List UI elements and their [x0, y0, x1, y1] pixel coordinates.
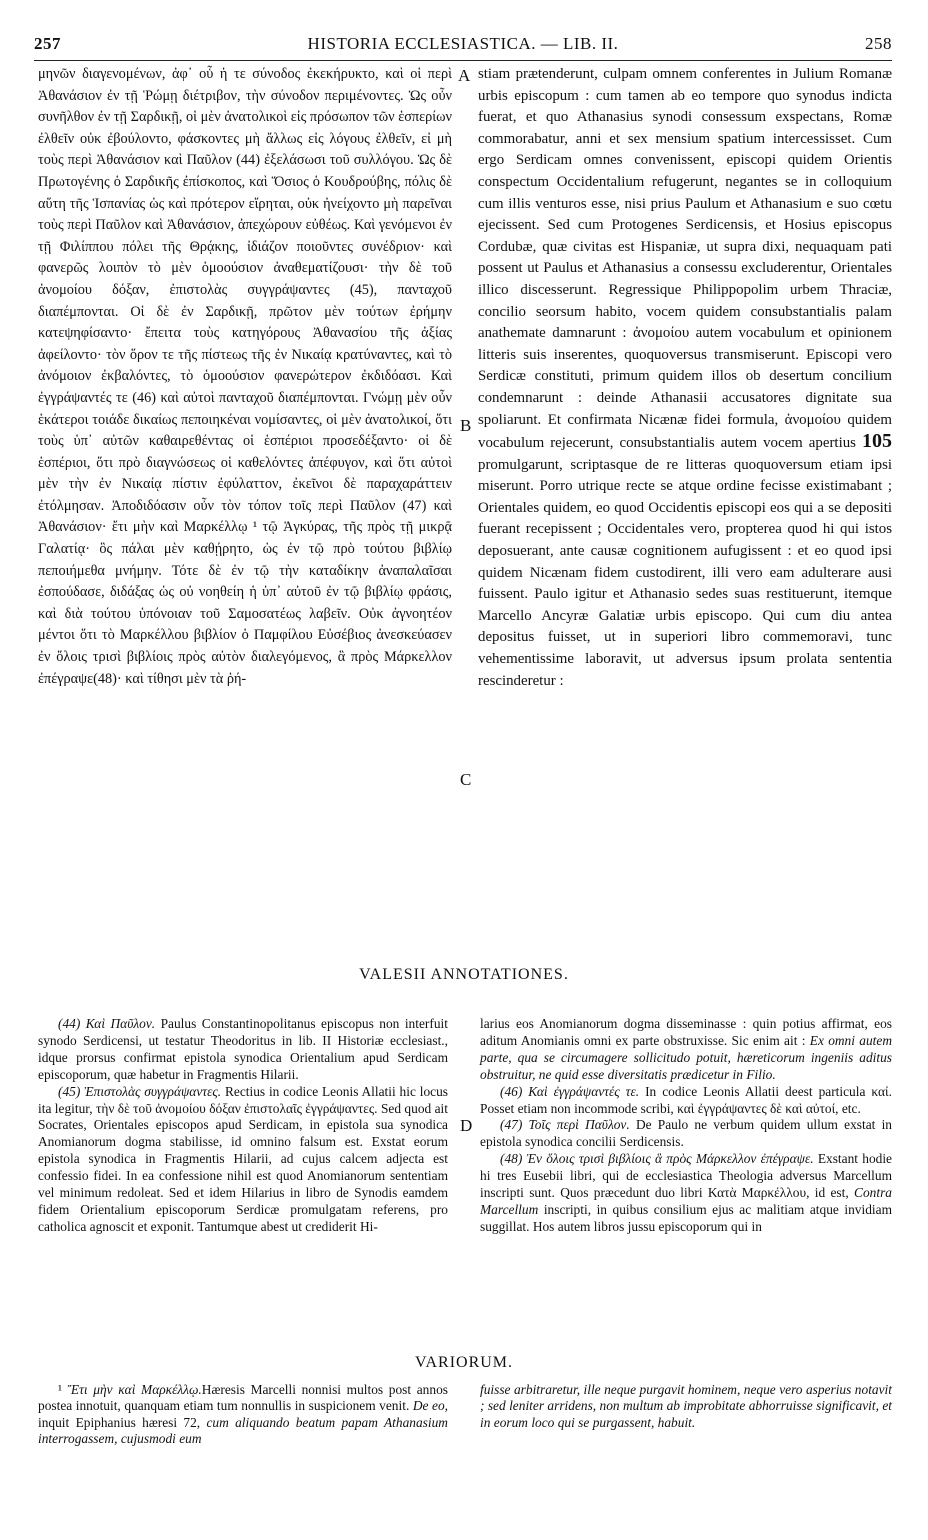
- running-title: HISTORIA ECCLESIASTICA. — LIB. II.: [307, 34, 619, 53]
- right-page-number: 258: [865, 34, 892, 53]
- variorum-continuation: fuisse arbitraretur, ille neque purgavit hominem, neque vero asperius notavit ; sed leniter arridens, non multum ab improbitate abhorruisse significavit, et in eorum loco qui se purgassent, habuit.: [480, 1382, 892, 1430]
- annotation-44: (44) Καὶ Παῦλον. Paulus Constantinopolitanus episcopus non interfuit synodo Serdicensi, ut testatur Theodoritus in lib. II Historiæ ecclesiast., idque prorsus confirmat epistola synodica Orientalium apud Serdicam episcoporum, quæ habetur in Fragmentis Hilarii.: [38, 1016, 448, 1082]
- annotations-heading: VALESII ANNOTATIONES.: [359, 966, 569, 983]
- left-page-number: 257: [34, 34, 61, 53]
- greek-column: [38, 64, 452, 690]
- latin-text: [478, 64, 892, 692]
- annotation-47: (47) Τοῖς περὶ Παῦλον. De Paulo ne verbum quidem ullum exstat in epistola synodica concilii Serdicensis.: [480, 1117, 892, 1150]
- latin-text-a: stiam prætenderunt, culpam omnem conferentes in Julium Romanæ urbis episcopum : cum tamen ab eo tempore quo synodus indicta fuerat, et quo Athanasius synodi consessum exspectans, Romæ commorabatur, anni et sex mensium spatium intercessisset. Cum ergo Serdicam omnes convenissent, episcopi quidem Orientis conspectum Occidentalium refugerunt, negantes se in colloquium cum illis venturos esse, nisi prius Paulum et Athanasium e suo cœtu ejecissent. Sed cum Protogenes Serdicensis, et Hosius episcopus Cordubæ, quæ civitas est Hispaniæ, ut supra dixi, nequaquam pati possent ut Paulus et Athanasius a consessu excluderentur, Orientales illico discesserunt. Regressique Philippopolim urbem Thraciæ, concilio seorsum habito, vocem quidem consubstantialis palam anathemate damnarunt : ἀνομοίου autem vocabulum et opinionem litteris suis inserentes, quoquoversus transmiserunt. Episcopi vero Serdicæ constituti, primum quidem illos ob desertum concilium condemnarunt : deinde Athanasii accusatores dignitate sua spoliarunt. Et confirmata Nicænæ fidei formula, ἀνομοίου quidem vocabulum rejecerunt, consubstantialis autem vocem apertius: [478, 66, 892, 452]
- latin-column: [478, 64, 892, 692]
- header-rule: [34, 60, 892, 61]
- annotation-46: (46) Καὶ ἐγγράψαντές τε. In codice Leonis Allatii deest particula καί. Posset etiam non incommode scribi, καὶ ἐγγράψαντες δὲ καὶ αὐτοί, etc.: [480, 1083, 892, 1116]
- annotations-right-column: [480, 1016, 892, 1236]
- annotation-45-continuation: larius eos Anomianorum dogma disseminasse : quin potius affirmat, eos aditum Anomianis omni ex parte obstruxisse. Sic enim ait : Ex omni autem parte, qua se circumagere sollicitudo potuit, hæreticorum ingeniis aditus obstruitur, ne quid esse diversitatis prædicetur in Filio.: [480, 1016, 892, 1082]
- annotations-left-column: [38, 1016, 448, 1236]
- margin-marker-d: D: [460, 1116, 473, 1135]
- margin-marker-a: A: [458, 66, 471, 85]
- variorum-note: ¹ Ἔτι μὴν καὶ Μαρκέλλῳ.Hæresis Marcelli nonnisi multos post annos postea innotuit, quanquam etiam tum nonnullis in suspicionem venit. De eo, inquit Epiphanius hæresi 72, cum aliquando beatum papam Athanasium interrogassem, cujusmodi eum: [38, 1382, 449, 1447]
- margin-marker-b: B: [460, 416, 472, 435]
- page-marker: 105: [862, 430, 892, 453]
- running-header: [34, 34, 892, 58]
- greek-text: μηνῶν διαγενομένων, ἀφ᾽ οὗ ἡ τε σύνοδος ἐκεκήρυκτο, καὶ οἱ περὶ Ἀθανάσιον ἐν τῇ Ῥώμῃ διέτριβον, τὴν σύνοδον περιμένοντες. Ὡς οὖν συνῆλθον ἐν τῇ Σαρδικῇ, οἱ μὲν ἀνατολικοὶ εἰς πρόσωπον τῶν ἑσπερίων ἐλθεῖν οὐκ ἐβούλοντο, φάσκοντες μὴ ἄλλως εἰς λόγους ἐλθεῖν, εἰ μὴ τοὺς περὶ Ἀθανάσιον καὶ Παῦλον (44) ἐξελάσωσι τοῦ συλλόγου. Ὡς δὲ Πρωτογένης ὁ Σαρδικῆς ἐπίσκοπος, καὶ Ὅσιος ὁ Κουδρούβης, πόλις δὲ αὕτη τῆς Ἱσπανίας ὡς καὶ πρότερον εἴρηται, οὐκ ἠνείχοντο μὴ παρεῖναι τοὺς περὶ Παῦλον καὶ Ἀθανάσιον, ἀπεχώρουν εὐθέως. Καὶ γενόμενοι ἐν τῇ Φιλίππου πόλει τῆς Θρᾴκης, ἰδιάζον ποιοῦντες συνέδριον· καὶ φανερῶς λοιπὸν τὸ μὲν ὁμοούσιον ἀναθεματίζουσι· τὴν δὲ τοῦ ἀνομοίου δόξαν, ἐπιστολὰς συγγράψαντες (45), πανταχοῦ διαπέμπονται. Οἱ δὲ ἐν Σαρδικῇ, πρῶτον μὲν τούτων ἐρήμην κατεψηφίσαντο· ἔπειτα τοὺς κατηγόρους Ἀθανασίου τῆς ἀξίας ἀφείλοντο· τὸν ὅρον τε τῆς πίστεως τῆς ἐν Νικαίᾳ κρατύναντες, καὶ τὸ ἀνόμοιον ἐκβαλόντες, τὸ ὁμοούσιον φανερώτερον ἐκδιδόασι. Καὶ ἐγγράψαντές τε (46) καὶ αὐτοὶ πανταχοῦ διαπέμπονται. Γνώμῃ μὲν οὖν ἑκάτεροι τοιάδε δικαίως πεποιηκέναι νομίσαντες, οἱ μὲν ἀνατολικοί, ὅτι τοὺς ὑπ᾽ αὐτῶν καθαιρεθέντας οἱ ἑσπέριοι προσεδέξαντο· οἱ δὲ ἑσπέριοι, ὅτι πρὸ διαγνώσεως οἱ καθελόντες ἀπέφυγον, καὶ ὅτι αὐτοὶ μὲν τὴν ἐν Νικαίᾳ πίστιν ἐφύλαττον, ἐκεῖνοι δὲ παραχαράττειν ἐτόλμησαν. Ἀποδιδόασιν οὖν τὸν τόπον τοῖς περὶ Παῦλον (47) καὶ Ἀθανάσιον· ἔτι μὴν καὶ Μαρκέλλῳ ¹ τῷ Ἀγκύρας, τῆς πρὸς τῇ μικρᾷ Γαλατίᾳ· ὃς πάλαι μὲν καθῄρητο, ὡς ἐν τῷ πρὸ τούτου βιβλίῳ πεποιήμεθα μνήμην. Τότε δὲ ἐν τῷ τὴν καταδίκην ἀναπαλαῖσαι ἐσπούδασε, διδάξας ὡς οὐ νοηθείη ἡ ὑπ᾽ αὐτοῦ ἐν τῷ βιβλίῳ φράσις, καὶ διὰ τούτου ὑπόνοιαν τοῦ Σαμοσατέως λαβεῖν. Οὐκ ἀγνοητέον μέντοι ὅτι τὸ Μαρκέλλου βιβλίον ὁ Παμφίλου Εὐσέβιος ἀνεσκεύασεν ἐν ὅλοις τρισὶ βιβλίοις πρὸς αὐτὸν διαλεγόμενος, ἃ πρὸς Μάρκελλον ἐπέγραψε(48)· καὶ τίθησι μὲν τὰ ῥή-: [38, 66, 452, 687]
- variorum-left-column: [38, 1382, 448, 1448]
- margin-marker-c: C: [460, 770, 472, 789]
- annotation-48: (48) Ἐν ὅλοις τρισὶ βιβλίοις ἃ πρὸς Μάρκελλον ἐπέγραψε. Exstant hodie hi tres Eusebii libri, qui de ecclesiastica Theologia adversus Marcellum inscripti sunt. Quos præcedunt duo libri Κατὰ Μαρκέλλου, id est, Contra Marcellum inscripti, in quibus consilium ejus ac malitiam atque invidiam suggillat. Hos autem libros jussu episcoporum qui in: [480, 1151, 892, 1234]
- variorum-heading: VARIORUM.: [414, 1354, 514, 1371]
- variorum-right-column: [480, 1382, 892, 1431]
- latin-text-b: promulgarunt, scriptasque de re litteras quoquoversum etiam ipsi miserunt. Porro utrique recte se atque ordine fecisse existimabant ; Orientales quidem, eo quod Occidentis episcopi eos qui a se depositi fuerant recepissent ; Occidentales vero, propterea quod hi qui istos deposuerant, ante causæ cognitionem aufugissent : et eo quod ipsi quidem Nicænam fidem custodirent, illi vero eam adulterare ausi fuissent. Paulo igitur et Athanasio sedes suas restituerunt, itemque Marcello Ancyræ Galatiæ urbis episcopo. Qui cum diu antea depositus fuisset, ut in superiori libro commemoravi, tunc vehementissime laboravit, ut adversus ipsum prolata sententia rescinderetur :: [478, 456, 892, 689]
- annotation-45: (45) Ἐπιστολὰς συγγράψαντες. Rectius in codice Leonis Allatii hic locus ita legitur, τὴν δὲ τοῦ ἀνομοίου δόξαν ἐπιστολαῖς ἐγγράψαντες. Sed quod ait Socrates, Orientales episcopos apud Serdicam, in epistola sua synodica Anomianorum dogma stabilisse, id omnino falsum est. Exstat eorum epistola synodica in Fragmentis Hilarii, ad cujus calcem adjecta est confessio fidei. In ea confessione nihil est quod Anomianorum sententiam vel minimum redoleat. Sed et idem Hilarius in libro de Synodis eamdem fidem Orientalium episcoporum Serdicæ promulgatam referens, pro catholica agnoscit et exponit. Tantumque abest ut crediderit Hi-: [38, 1083, 448, 1234]
